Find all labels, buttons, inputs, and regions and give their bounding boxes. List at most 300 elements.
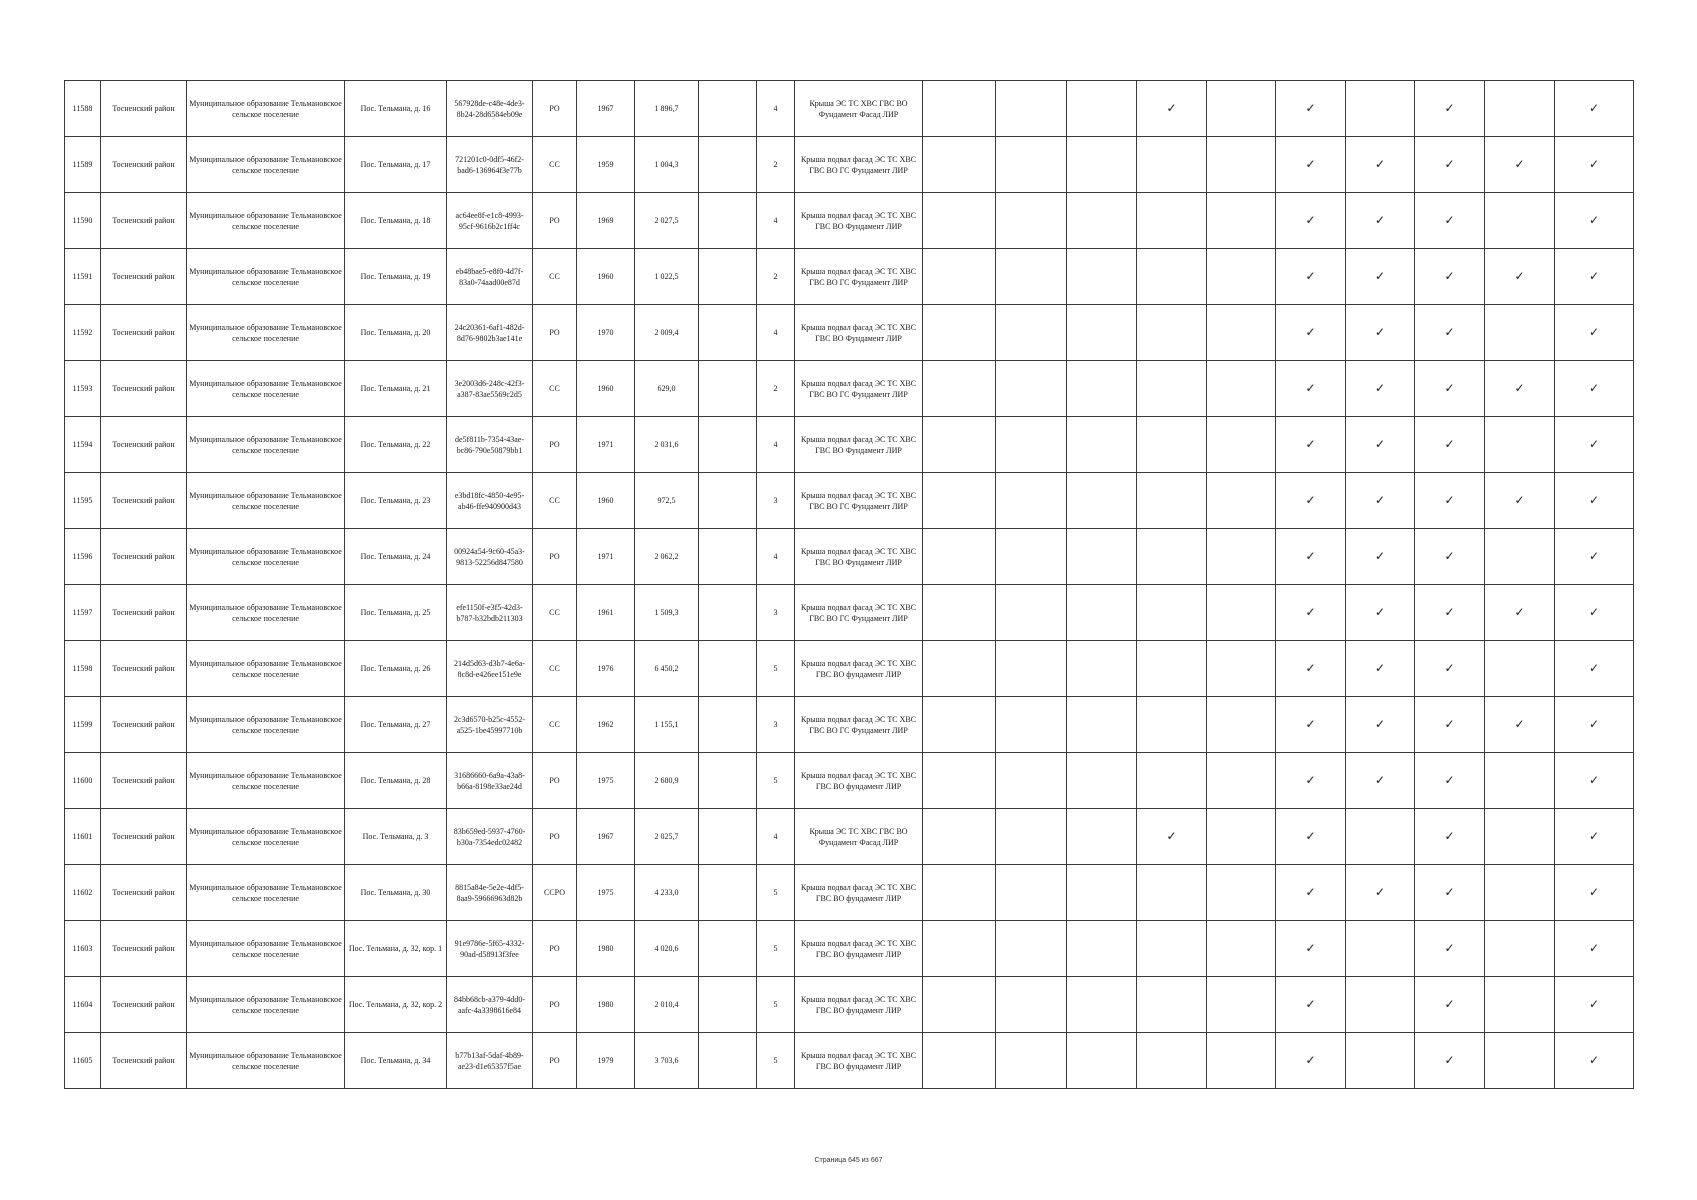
house-guid-cell: 00924a54-9c60-45a3-9813-52256d847580 — [447, 529, 533, 585]
check-mark-icon: ✓ — [1555, 81, 1634, 137]
empty-check-cell — [1067, 137, 1137, 193]
check-mark-icon: ✓ — [1555, 137, 1634, 193]
build-year-cell: 1975 — [577, 753, 635, 809]
empty-check-cell — [1067, 697, 1137, 753]
management-type-cell: РО — [533, 305, 577, 361]
empty-check-cell — [1346, 921, 1415, 977]
check-mark-icon: ✓ — [1346, 473, 1415, 529]
check-mark-icon: ✓ — [1276, 865, 1346, 921]
district-cell: Тосненский район — [101, 641, 187, 697]
area-cell: 1 022,5 — [635, 249, 699, 305]
check-mark-icon: ✓ — [1346, 641, 1415, 697]
works-list-cell: Крыша ЭС ТС ХВС ГВС ВО Фундамент Фасад ЛИР — [795, 809, 923, 865]
empty-cell — [699, 417, 757, 473]
empty-cell — [699, 305, 757, 361]
municipality-cell: Муниципальное образование Тельмановское сельское поселение — [187, 529, 345, 585]
address-cell: Пос. Тельмана, д. 24 — [345, 529, 447, 585]
table-row — [65, 753, 1634, 809]
empty-check-cell — [923, 529, 996, 585]
build-year-cell: 1969 — [577, 193, 635, 249]
municipality-cell: Муниципальное образование Тельмановское сельское поселение — [187, 137, 345, 193]
empty-check-cell — [1207, 585, 1276, 641]
table-row — [65, 193, 1634, 249]
management-type-cell: СС — [533, 249, 577, 305]
district-cell: Тосненский район — [101, 585, 187, 641]
address-cell: Пос. Тельмана, д. 3 — [345, 809, 447, 865]
empty-check-cell — [1137, 641, 1207, 697]
check-mark-icon: ✓ — [1415, 529, 1485, 585]
check-mark-icon: ✓ — [1415, 977, 1485, 1033]
municipality-cell: Муниципальное образование Тельмановское сельское поселение — [187, 809, 345, 865]
build-year-cell: 1970 — [577, 305, 635, 361]
works-list-cell: Крыша ЭС ТС ХВС ГВС ВО Фундамент Фасад ЛИР — [795, 81, 923, 137]
empty-check-cell — [996, 585, 1067, 641]
municipality-cell: Муниципальное образование Тельмановское сельское поселение — [187, 641, 345, 697]
empty-cell — [699, 249, 757, 305]
area-cell: 3 703,6 — [635, 1033, 699, 1089]
build-year-cell: 1971 — [577, 529, 635, 585]
address-cell: Пос. Тельмана, д. 22 — [345, 417, 447, 473]
empty-check-cell — [996, 641, 1067, 697]
empty-check-cell — [1207, 977, 1276, 1033]
floors-cell: 5 — [757, 921, 795, 977]
build-year-cell: 1980 — [577, 921, 635, 977]
check-mark-icon: ✓ — [1276, 585, 1346, 641]
check-mark-icon: ✓ — [1346, 137, 1415, 193]
district-cell: Тосненский район — [101, 921, 187, 977]
empty-check-cell — [923, 641, 996, 697]
management-type-cell: РО — [533, 529, 577, 585]
check-mark-icon: ✓ — [1276, 697, 1346, 753]
area-cell: 2 027,5 — [635, 193, 699, 249]
house-guid-cell: 83b659ed-5937-4760-b30a-7354edc02482 — [447, 809, 533, 865]
check-mark-icon: ✓ — [1346, 697, 1415, 753]
row-id-cell: 11589 — [65, 137, 101, 193]
check-mark-icon: ✓ — [1415, 641, 1485, 697]
district-cell: Тосненский район — [101, 809, 187, 865]
management-type-cell: РО — [533, 977, 577, 1033]
management-type-cell: РО — [533, 193, 577, 249]
empty-check-cell — [923, 585, 996, 641]
check-mark-icon: ✓ — [1276, 1033, 1346, 1089]
check-mark-icon: ✓ — [1485, 137, 1555, 193]
build-year-cell: 1971 — [577, 417, 635, 473]
municipality-cell: Муниципальное образование Тельмановское сельское поселение — [187, 305, 345, 361]
empty-check-cell — [1137, 529, 1207, 585]
check-mark-icon: ✓ — [1137, 809, 1207, 865]
management-type-cell: РО — [533, 809, 577, 865]
empty-check-cell — [923, 193, 996, 249]
works-list-cell: Крыша подвал фасад ЭС ТС ХВС ГВС ВО фундамент ЛИР — [795, 753, 923, 809]
empty-check-cell — [996, 137, 1067, 193]
floors-cell: 5 — [757, 1033, 795, 1089]
empty-check-cell — [1207, 361, 1276, 417]
check-mark-icon: ✓ — [1276, 473, 1346, 529]
check-mark-icon: ✓ — [1276, 81, 1346, 137]
table-row — [65, 585, 1634, 641]
table-row — [65, 529, 1634, 585]
table-row — [65, 417, 1634, 473]
check-mark-icon: ✓ — [1415, 1033, 1485, 1089]
empty-cell — [699, 977, 757, 1033]
empty-check-cell — [996, 753, 1067, 809]
build-year-cell: 1960 — [577, 361, 635, 417]
floors-cell: 4 — [757, 417, 795, 473]
house-guid-cell: efe1150f-e3f5-42d3-b787-b32bdb211303 — [447, 585, 533, 641]
check-mark-icon: ✓ — [1276, 921, 1346, 977]
house-guid-cell: 31686660-6a9a-43a8-b66a-8198e33ae24d — [447, 753, 533, 809]
works-list-cell: Крыша подвал фасад ЭС ТС ХВС ГВС ВО ГС Фундамент ЛИР — [795, 697, 923, 753]
empty-cell — [699, 697, 757, 753]
table-row — [65, 473, 1634, 529]
empty-check-cell — [1137, 193, 1207, 249]
check-mark-icon: ✓ — [1346, 193, 1415, 249]
empty-check-cell — [1485, 305, 1555, 361]
empty-check-cell — [1207, 305, 1276, 361]
empty-check-cell — [996, 193, 1067, 249]
table-row — [65, 921, 1634, 977]
empty-check-cell — [996, 529, 1067, 585]
management-type-cell: РО — [533, 753, 577, 809]
empty-check-cell — [1067, 585, 1137, 641]
management-type-cell: СС — [533, 697, 577, 753]
build-year-cell: 1967 — [577, 81, 635, 137]
check-mark-icon: ✓ — [1415, 865, 1485, 921]
row-id-cell: 11590 — [65, 193, 101, 249]
empty-check-cell — [996, 865, 1067, 921]
table-row — [65, 977, 1634, 1033]
check-mark-icon: ✓ — [1415, 921, 1485, 977]
empty-check-cell — [1207, 193, 1276, 249]
row-id-cell: 11600 — [65, 753, 101, 809]
management-type-cell: ССРО — [533, 865, 577, 921]
empty-check-cell — [1137, 1033, 1207, 1089]
check-mark-icon: ✓ — [1276, 193, 1346, 249]
row-id-cell: 11593 — [65, 361, 101, 417]
area-cell: 1 004,3 — [635, 137, 699, 193]
district-cell: Тосненский район — [101, 81, 187, 137]
empty-check-cell — [923, 865, 996, 921]
empty-check-cell — [1067, 249, 1137, 305]
row-id-cell: 11595 — [65, 473, 101, 529]
floors-cell: 5 — [757, 753, 795, 809]
table-row — [65, 865, 1634, 921]
row-id-cell: 11604 — [65, 977, 101, 1033]
works-list-cell: Крыша подвал фасад ЭС ТС ХВС ГВС ВО фундамент ЛИР — [795, 641, 923, 697]
works-list-cell: Крыша подвал фасад ЭС ТС ХВС ГВС ВО ГС Фундамент ЛИР — [795, 249, 923, 305]
empty-check-cell — [1137, 753, 1207, 809]
floors-cell: 3 — [757, 585, 795, 641]
house-guid-cell: b77b13af-5daf-4b89-ae23-d1e65357f5ae — [447, 1033, 533, 1089]
empty-check-cell — [1137, 361, 1207, 417]
area-cell: 972,5 — [635, 473, 699, 529]
empty-check-cell — [1137, 137, 1207, 193]
empty-check-cell — [1485, 417, 1555, 473]
check-mark-icon: ✓ — [1555, 473, 1634, 529]
empty-check-cell — [1485, 977, 1555, 1033]
empty-cell — [699, 193, 757, 249]
address-cell: Пос. Тельмана, д. 27 — [345, 697, 447, 753]
check-mark-icon: ✓ — [1555, 585, 1634, 641]
municipality-cell: Муниципальное образование Тельмановское сельское поселение — [187, 1033, 345, 1089]
table-row — [65, 361, 1634, 417]
empty-check-cell — [996, 473, 1067, 529]
row-id-cell: 11601 — [65, 809, 101, 865]
works-list-cell: Крыша подвал фасад ЭС ТС ХВС ГВС ВО ГС Фундамент ЛИР — [795, 137, 923, 193]
check-mark-icon: ✓ — [1555, 1033, 1634, 1089]
municipality-cell: Муниципальное образование Тельмановское сельское поселение — [187, 361, 345, 417]
table-row — [65, 809, 1634, 865]
management-type-cell: РО — [533, 921, 577, 977]
area-cell: 4 233,0 — [635, 865, 699, 921]
table-row — [65, 697, 1634, 753]
empty-check-cell — [1346, 81, 1415, 137]
empty-check-cell — [1137, 697, 1207, 753]
municipality-cell: Муниципальное образование Тельмановское сельское поселение — [187, 417, 345, 473]
district-cell: Тосненский район — [101, 417, 187, 473]
floors-cell: 4 — [757, 529, 795, 585]
check-mark-icon: ✓ — [1415, 193, 1485, 249]
works-list-cell: Крыша подвал фасад ЭС ТС ХВС ГВС ВО ГС Фундамент ЛИР — [795, 361, 923, 417]
empty-check-cell — [923, 753, 996, 809]
area-cell: 2 025,7 — [635, 809, 699, 865]
empty-check-cell — [996, 1033, 1067, 1089]
municipality-cell: Муниципальное образование Тельмановское сельское поселение — [187, 753, 345, 809]
house-guid-cell: eb48bae5-e8f0-4d7f-83a0-74aad00e87d — [447, 249, 533, 305]
floors-cell: 4 — [757, 809, 795, 865]
works-list-cell: Крыша подвал фасад ЭС ТС ХВС ГВС ВО ГС Фундамент ЛИР — [795, 473, 923, 529]
empty-check-cell — [1067, 417, 1137, 473]
empty-check-cell — [1207, 417, 1276, 473]
empty-check-cell — [1067, 81, 1137, 137]
area-cell: 6 450,2 — [635, 641, 699, 697]
district-cell: Тосненский район — [101, 473, 187, 529]
empty-check-cell — [1485, 529, 1555, 585]
address-cell: Пос. Тельмана, д. 23 — [345, 473, 447, 529]
works-list-cell: Крыша подвал фасад ЭС ТС ХВС ГВС ВО фундамент ЛИР — [795, 865, 923, 921]
check-mark-icon: ✓ — [1415, 473, 1485, 529]
floors-cell: 5 — [757, 641, 795, 697]
empty-check-cell — [1067, 529, 1137, 585]
floors-cell: 5 — [757, 865, 795, 921]
row-id-cell: 11592 — [65, 305, 101, 361]
empty-check-cell — [1207, 1033, 1276, 1089]
house-guid-cell: de5f811b-7354-43ae-bc86-790e50879bb1 — [447, 417, 533, 473]
check-mark-icon: ✓ — [1555, 529, 1634, 585]
empty-cell — [699, 809, 757, 865]
empty-check-cell — [1137, 305, 1207, 361]
empty-check-cell — [996, 809, 1067, 865]
municipality-cell: Муниципальное образование Тельмановское сельское поселение — [187, 977, 345, 1033]
empty-check-cell — [923, 249, 996, 305]
empty-check-cell — [1485, 921, 1555, 977]
municipality-cell: Муниципальное образование Тельмановское сельское поселение — [187, 865, 345, 921]
empty-check-cell — [1067, 865, 1137, 921]
check-mark-icon: ✓ — [1485, 697, 1555, 753]
check-mark-icon: ✓ — [1346, 753, 1415, 809]
check-mark-icon: ✓ — [1485, 249, 1555, 305]
build-year-cell: 1961 — [577, 585, 635, 641]
empty-check-cell — [1207, 697, 1276, 753]
empty-check-cell — [996, 249, 1067, 305]
check-mark-icon: ✓ — [1555, 417, 1634, 473]
house-guid-cell: 214d5d63-d3b7-4e6a-8c8d-e426ee151e9e — [447, 641, 533, 697]
district-cell: Тосненский район — [101, 865, 187, 921]
district-cell: Тосненский район — [101, 977, 187, 1033]
empty-check-cell — [1485, 809, 1555, 865]
empty-cell — [699, 753, 757, 809]
empty-check-cell — [1137, 585, 1207, 641]
empty-check-cell — [923, 361, 996, 417]
area-cell: 1 509,3 — [635, 585, 699, 641]
row-id-cell: 11596 — [65, 529, 101, 585]
check-mark-icon: ✓ — [1276, 305, 1346, 361]
empty-check-cell — [1067, 1033, 1137, 1089]
address-cell: Пос. Тельмана, д. 26 — [345, 641, 447, 697]
empty-check-cell — [1485, 641, 1555, 697]
municipality-cell: Муниципальное образование Тельмановское сельское поселение — [187, 697, 345, 753]
check-mark-icon: ✓ — [1415, 137, 1485, 193]
check-mark-icon: ✓ — [1346, 865, 1415, 921]
district-cell: Тосненский район — [101, 249, 187, 305]
floors-cell: 3 — [757, 697, 795, 753]
check-mark-icon: ✓ — [1276, 249, 1346, 305]
empty-check-cell — [1067, 753, 1137, 809]
empty-cell — [699, 865, 757, 921]
check-mark-icon: ✓ — [1276, 977, 1346, 1033]
municipality-cell: Муниципальное образование Тельмановское сельское поселение — [187, 921, 345, 977]
empty-check-cell — [1137, 977, 1207, 1033]
check-mark-icon: ✓ — [1276, 361, 1346, 417]
house-guid-cell: 84bb68cb-a379-4dd0-aafc-4a3398616e84 — [447, 977, 533, 1033]
empty-check-cell — [1346, 809, 1415, 865]
floors-cell: 4 — [757, 193, 795, 249]
house-guid-cell: 91e9786e-5f65-4332-90ad-d58913f3feе — [447, 921, 533, 977]
register-table — [64, 80, 1634, 1089]
row-id-cell: 11591 — [65, 249, 101, 305]
floors-cell: 2 — [757, 137, 795, 193]
build-year-cell: 1967 — [577, 809, 635, 865]
empty-check-cell — [1207, 473, 1276, 529]
row-id-cell: 11603 — [65, 921, 101, 977]
empty-check-cell — [923, 697, 996, 753]
address-cell: Пос. Тельмана, д. 20 — [345, 305, 447, 361]
check-mark-icon: ✓ — [1276, 753, 1346, 809]
area-cell: 4 020,6 — [635, 921, 699, 977]
empty-cell — [699, 137, 757, 193]
empty-check-cell — [1207, 641, 1276, 697]
check-mark-icon: ✓ — [1555, 641, 1634, 697]
build-year-cell: 1959 — [577, 137, 635, 193]
address-cell: Пос. Тельмана, д. 30 — [345, 865, 447, 921]
empty-check-cell — [1137, 865, 1207, 921]
check-mark-icon: ✓ — [1555, 921, 1634, 977]
works-list-cell: Крыша подвал фасад ЭС ТС ХВС ГВС ВО фундамент ЛИР — [795, 977, 923, 1033]
house-guid-cell: 3e2003d6-248c-42f3-a387-83ae5569c2d5 — [447, 361, 533, 417]
table-row — [65, 1033, 1634, 1089]
build-year-cell: 1960 — [577, 249, 635, 305]
empty-check-cell — [1137, 249, 1207, 305]
empty-check-cell — [1485, 193, 1555, 249]
check-mark-icon: ✓ — [1346, 417, 1415, 473]
check-mark-icon: ✓ — [1137, 81, 1207, 137]
floors-cell: 2 — [757, 361, 795, 417]
row-id-cell: 11605 — [65, 1033, 101, 1089]
management-type-cell: СС — [533, 641, 577, 697]
management-type-cell: РО — [533, 81, 577, 137]
empty-check-cell — [996, 81, 1067, 137]
row-id-cell: 11599 — [65, 697, 101, 753]
empty-cell — [699, 921, 757, 977]
empty-check-cell — [1207, 865, 1276, 921]
row-id-cell: 11594 — [65, 417, 101, 473]
empty-check-cell — [996, 697, 1067, 753]
address-cell: Пос. Тельмана, д. 34 — [345, 1033, 447, 1089]
address-cell: Пос. Тельмана, д. 16 — [345, 81, 447, 137]
table-row — [65, 249, 1634, 305]
empty-check-cell — [923, 977, 996, 1033]
empty-check-cell — [923, 417, 996, 473]
empty-cell — [699, 473, 757, 529]
management-type-cell: СС — [533, 361, 577, 417]
build-year-cell: 1980 — [577, 977, 635, 1033]
municipality-cell: Муниципальное образование Тельмановское сельское поселение — [187, 585, 345, 641]
empty-check-cell — [1067, 305, 1137, 361]
district-cell: Тосненский район — [101, 193, 187, 249]
district-cell: Тосненский район — [101, 305, 187, 361]
municipality-cell: Муниципальное образование Тельмановское сельское поселение — [187, 193, 345, 249]
house-guid-cell: 721201c0-0df5-46f2-bad6-136964f3e77b — [447, 137, 533, 193]
check-mark-icon: ✓ — [1346, 585, 1415, 641]
district-cell: Тосненский район — [101, 753, 187, 809]
empty-check-cell — [1485, 865, 1555, 921]
address-cell: Пос. Тельмана, д. 18 — [345, 193, 447, 249]
municipality-cell: Муниципальное образование Тельмановское сельское поселение — [187, 249, 345, 305]
empty-check-cell — [996, 977, 1067, 1033]
empty-check-cell — [1207, 137, 1276, 193]
address-cell: Пос. Тельмана, д. 25 — [345, 585, 447, 641]
check-mark-icon: ✓ — [1485, 361, 1555, 417]
empty-check-cell — [1067, 977, 1137, 1033]
empty-check-cell — [1485, 753, 1555, 809]
management-type-cell: СС — [533, 585, 577, 641]
works-list-cell: Крыша подвал фасад ЭС ТС ХВС ГВС ВО ГС Фундамент ЛИР — [795, 585, 923, 641]
check-mark-icon: ✓ — [1555, 193, 1634, 249]
works-list-cell: Крыша подвал фасад ЭС ТС ХВС ГВС ВО Фундамент ЛИР — [795, 417, 923, 473]
empty-cell — [699, 361, 757, 417]
empty-check-cell — [1207, 81, 1276, 137]
check-mark-icon: ✓ — [1346, 361, 1415, 417]
empty-check-cell — [1207, 809, 1276, 865]
empty-check-cell — [923, 1033, 996, 1089]
works-list-cell: Крыша подвал фасад ЭС ТС ХВС ГВС ВО Фундамент ЛИР — [795, 193, 923, 249]
floors-cell: 3 — [757, 473, 795, 529]
table-row — [65, 305, 1634, 361]
empty-check-cell — [1207, 921, 1276, 977]
area-cell: 2 010,4 — [635, 977, 699, 1033]
build-year-cell: 1976 — [577, 641, 635, 697]
district-cell: Тосненский район — [101, 529, 187, 585]
check-mark-icon: ✓ — [1276, 809, 1346, 865]
empty-check-cell — [1137, 921, 1207, 977]
empty-check-cell — [1067, 809, 1137, 865]
district-cell: Тосненский район — [101, 137, 187, 193]
check-mark-icon: ✓ — [1555, 361, 1634, 417]
check-mark-icon: ✓ — [1276, 641, 1346, 697]
check-mark-icon: ✓ — [1415, 585, 1485, 641]
district-cell: Тосненский район — [101, 361, 187, 417]
table-row — [65, 641, 1634, 697]
